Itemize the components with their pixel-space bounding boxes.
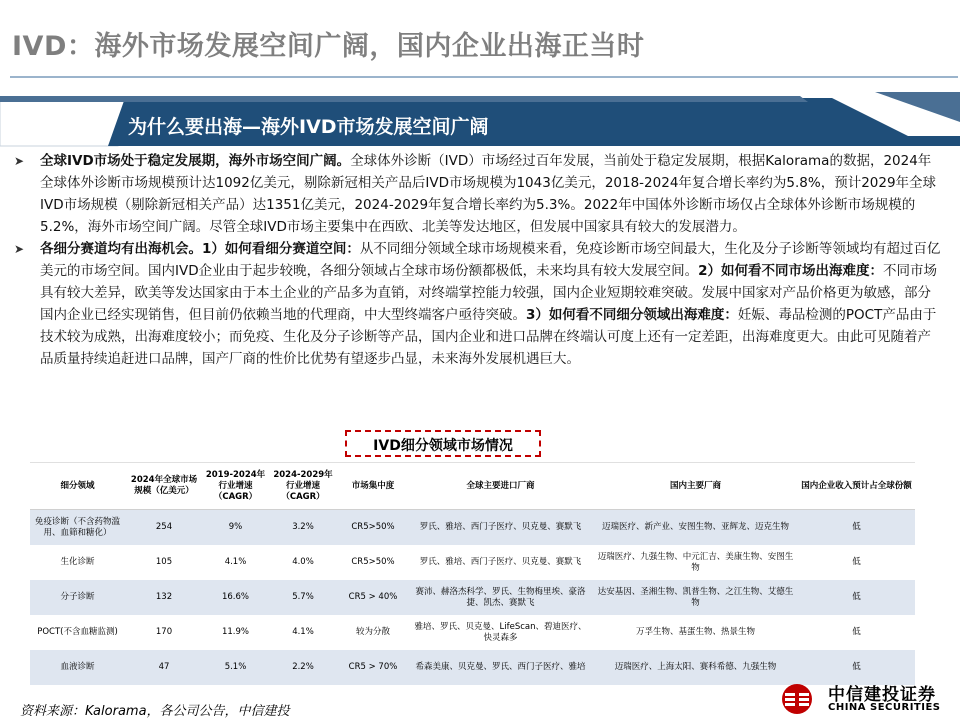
table-cell: CR5>50% — [338, 510, 408, 546]
table-cell: 16.6% — [203, 580, 268, 615]
page-title: IVD：海外市场发展空间广阔，国内企业出海正当时 — [12, 31, 645, 62]
table-cell: 低 — [798, 615, 915, 650]
table-cell: 较为分散 — [338, 615, 408, 650]
table-cell: 4.1% — [268, 615, 338, 650]
table-cell: 希森美康、贝克曼、罗氏、西门子医疗、雅培 — [408, 650, 593, 685]
table-header-cell: 国内企业收入预计占全球份额 — [798, 463, 915, 510]
table-header-cell: 细分领域 — [30, 463, 125, 510]
table-header-row — [30, 463, 915, 510]
china-securities-logo-icon — [780, 682, 820, 716]
table-cell: 生化诊断 — [30, 545, 125, 580]
table-cell: 罗氏、雅培、西门子医疗、贝克曼、赛默飞 — [408, 510, 593, 546]
table-cell: POCT(不含血糖监测) — [30, 615, 125, 650]
table-header-cell: 国内主要厂商 — [593, 463, 798, 510]
table-row — [30, 615, 915, 650]
table-header-cell: 2019-2024年行业增速（CAGR） — [203, 463, 268, 510]
source-note: 资料来源：Kalorama，各公司公告，中信建投 — [20, 704, 290, 719]
logo-name-cn: 中信建投证券 — [828, 685, 936, 705]
bullet-bold-text: 全球IVD市场处于稳定发展期，海外市场空间广阔。 — [40, 153, 351, 169]
arrow-bullet-icon: ➤ — [14, 242, 25, 256]
bullet-bold-text: 各细分赛道均有出海机会。1）如何看细分赛道空间： — [40, 241, 360, 257]
table-cell: 132 — [125, 580, 203, 615]
table-cell: CR5 > 40% — [338, 580, 408, 615]
table-header-cell: 2024年全球市场规模（亿美元） — [125, 463, 203, 510]
table-cell: 低 — [798, 510, 915, 546]
table-cell: 47 — [125, 650, 203, 685]
table-header-cell: 市场集中度 — [338, 463, 408, 510]
table-cell: 9% — [203, 510, 268, 546]
banner-top-stripe — [0, 96, 808, 102]
banner-left-stripe — [0, 98, 130, 146]
table-cell: 5.1% — [203, 650, 268, 685]
table-cell: 低 — [798, 545, 915, 580]
banner-title: 为什么要出海—海外IVD市场发展空间广阔 — [128, 116, 489, 138]
table-cell: 罗氏、雅培、西门子医疗、贝克曼、赛默飞 — [408, 545, 593, 580]
table-header-cell: 2024-2029年行业增速（CAGR） — [268, 463, 338, 510]
table-cell: 3.2% — [268, 510, 338, 546]
logo-name-en: CHINA SECURITIES — [828, 702, 941, 713]
table-header-cell: 全球主要进口厂商 — [408, 463, 593, 510]
table-row — [30, 545, 915, 580]
table-cell: 5.7% — [268, 580, 338, 615]
table-cell: CR5>50% — [338, 545, 408, 580]
table-title-box — [345, 430, 541, 457]
table-cell: 迈瑞医疗、九强生物、中元汇吉、美康生物、安图生物 — [593, 545, 798, 580]
table-cell: 2.2% — [268, 650, 338, 685]
bullet-bold-text: 2）如何看不同市场出海难度： — [698, 263, 884, 279]
bullet-bold-text: 3）如何看不同细分领域出海难度： — [526, 307, 738, 323]
table-cell: 11.9% — [203, 615, 268, 650]
ivd-market-table — [30, 462, 915, 685]
arrow-bullet-icon: ➤ — [14, 154, 25, 168]
bullet-text: 全球体外诊断（IVD）市场经过百年发展，当前处于稳定发展期，根据Kalorama的数据，2024年全球体外诊断市场规模预计达1092亿美元，剔除新冠相关产品后IVD市场规模为1043亿美元，2018-2024年复合增长率约为5.8%，预计2029年全球IVD市场规模（剔除新冠相关产品）达1351亿美元，2024-2029年复合增长率约为5.3%。2022年中国体外诊断市场仅占全球体外诊断市场规模的5.2%，海外市场空间广阔。尽管全球IVD市场主要集中在西欧、北美等发达地区，但发展中国家具有较大的发展潜力。 — [40, 153, 937, 235]
bullet-paragraph — [14, 150, 944, 238]
table-cell: 4.1% — [203, 545, 268, 580]
bullet-text: 不同市场具有较大差异，欧美等发达国家由于本土企业的产品多为直销，对终端掌控能力较强，国内企业短期较难突破。发展中国家对产品价格更为敏感，部分国内企业已经实现销售，但目前仍依赖当地的代理商，中大型终端客户亟待突破。 — [40, 263, 938, 323]
table-title: IVD细分领域市场情况 — [373, 438, 513, 454]
table-row — [30, 510, 915, 546]
table-cell: 雅培、罗氏、贝克曼、LifeScan、碧迪医疗、快灵森多 — [408, 615, 593, 650]
table-cell: 分子诊断 — [30, 580, 125, 615]
bullet-text: 妊娠、毒品检测的POCT产品由于技术较为成熟，出海难度较小；而免疫、生化及分子诊断等产品，国内企业和进口品牌在终端认可度上还有一定差距，出海难度更大。由此可见随着产品质量持续追赶进口品牌，国产厂商的性价比优势有望逐步凸显，未来海外发展机遇巨大。 — [40, 307, 937, 367]
table-cell: 105 — [125, 545, 203, 580]
company-logo — [780, 676, 958, 716]
table-cell: 170 — [125, 615, 203, 650]
table-cell: 254 — [125, 510, 203, 546]
table-cell: 赛沛、赫洛杰科学、罗氏、生物梅里埃、豪洛捷、凯杰、赛默飞 — [408, 580, 593, 615]
table-cell: 低 — [798, 580, 915, 615]
table-cell: 4.0% — [268, 545, 338, 580]
table-cell: 免疫诊断（不含药物滥用、血筛和糖化） — [30, 510, 125, 546]
table-cell: 血液诊断 — [30, 650, 125, 685]
table-cell: 万孚生物、基蛋生物、热景生物 — [593, 615, 798, 650]
table-cell: 迈瑞医疗、新产业、安图生物、亚辉龙、迈克生物 — [593, 510, 798, 546]
bullet-text: 从不同细分领域全球市场规模来看，免疫诊断市场空间最大，生化及分子诊断等领域均有超过百亿美元的市场空间。国内IVD企业由于起步较晚，各细分领域占全球市场份额都极低，未来均具有较大发展空间。 — [40, 241, 941, 279]
table-cell: 达安基因、圣湘生物、凯普生物、之江生物、艾德生物 — [593, 580, 798, 615]
table-cell: CR5 > 70% — [338, 650, 408, 685]
bullet-paragraph — [14, 238, 944, 370]
table-cell: 迈瑞医疗、上海太阳、赛科希德、九强生物 — [593, 650, 798, 685]
table-cell: 低 — [798, 650, 915, 685]
table-row — [30, 580, 915, 615]
title-divider — [10, 76, 958, 78]
body-text — [14, 150, 944, 370]
